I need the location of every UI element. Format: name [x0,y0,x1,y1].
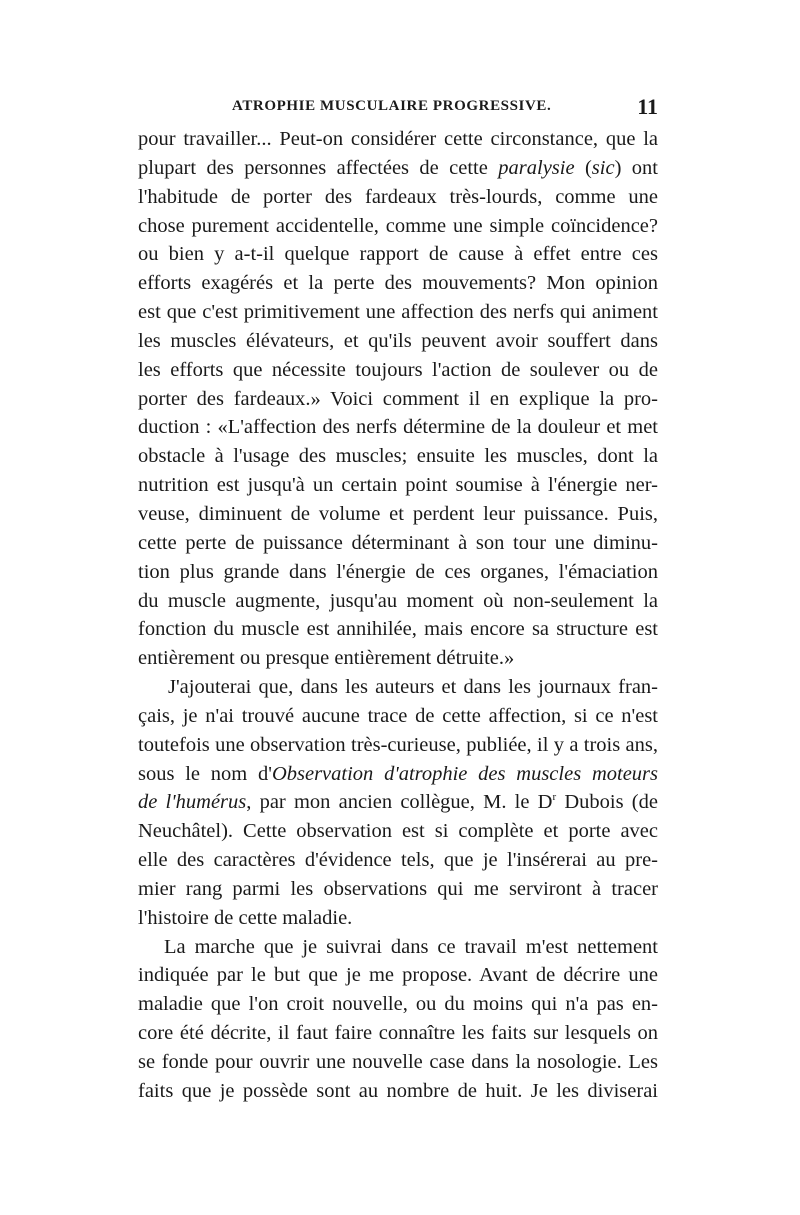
text-line: les muscles élévateurs, et qu'ils peuvent avoir souffert dans [138,329,658,352]
text-line: nutrition est jusqu'à un certain point soumise à l'énergie ner- [138,474,658,497]
text-line: entièrement ou presque entièrement détruite.» [138,647,515,670]
text-line: Neuchâtel). Cette observation est si complète et porte avec [138,820,658,843]
text-line: efforts exagérés et la perte des mouvements? Mon opinion [138,272,658,295]
text-line: La marche que je suivrai dans ce travail m'est nettement [164,935,658,958]
running-title: ATROPHIE MUSCULAIRE PROGRESSIVE. [232,98,552,114]
text-line: cette perte de puissance déterminant à son tour une diminu- [138,531,658,554]
text-line: duction : «L'affection des nerfs détermine de la douleur et met [138,416,658,439]
text-line: tion plus grande dans l'énergie de ces organes, l'émaciation [138,560,658,583]
text-line: mier rang parmi les observations qui me serviront à tracer [138,877,658,900]
text-line: l'habitude de porter des fardeaux très-lourds, comme une [138,185,658,208]
page-number: 11 [637,94,658,119]
text-line: J'ajouterai que, dans les auteurs et dans les journaux fran- [168,676,658,699]
text-line: de l'humérus, par mon ancien collègue, M. le $D^r$ Dubois (de [138,791,658,814]
running-head [138,96,658,122]
text-line: les efforts que nécessite toujours l'action de soulever ou de [138,358,658,381]
body-text [138,125,658,1106]
text-line: elle des caractères d'évidence tels, que je l'insérerai au pre- [138,849,658,872]
text-line: ou bien y a-t-il quelque rapport de cause à effet entre ces [138,243,658,266]
text-line: porter des fardeaux.» Voici comment il en explique la pro- [138,387,658,410]
text-line: du muscle augmente, jusqu'au moment où non-seulement la [138,589,658,612]
text-line: fonction du muscle est annihilée, mais encore sa structure est [138,618,658,641]
text-line: chose purement accidentelle, comme une simple coïncidence? [138,214,658,237]
text-line: faits que je possède sont au nombre de huit. Je les diviserai [138,1079,658,1102]
text-line: l'histoire de cette maladie. [138,906,353,929]
text-line: pour travailler... Peut-on considérer cette circonstance, que la [138,128,658,150]
text-line: core été décrite, il faut faire connaître les faits sur lesquels on [138,1022,658,1045]
text-line: se fonde pour ouvrir une nouvelle case dans la nosologie. Les [138,1051,658,1073]
text-line: plupart des personnes affectées de cette paralysie (sic) ont [138,156,658,179]
text-line: indiquée par le but que je me propose. Avant de décrire une [138,964,658,987]
text-line: obstacle à l'usage des muscles; ensuite les muscles, dont la [138,445,658,468]
text-line: çais, je n'ai trouvé aucune trace de cette affection, si ce n'est [138,704,658,727]
text-line: maladie que l'on croit nouvelle, ou du moins qui n'a pas en- [138,993,658,1016]
text-line: toutefois une observation très-curieuse, publiée, il y a trois ans, [138,733,658,756]
text-line: sous le nom d'Observation d'atrophie des muscles moteurs [138,762,658,785]
text-line: veuse, diminuent de volume et perdent leur puissance. Puis, [138,502,658,525]
text-line: est que c'est primitivement une affection des nerfs qui animent [138,301,658,324]
